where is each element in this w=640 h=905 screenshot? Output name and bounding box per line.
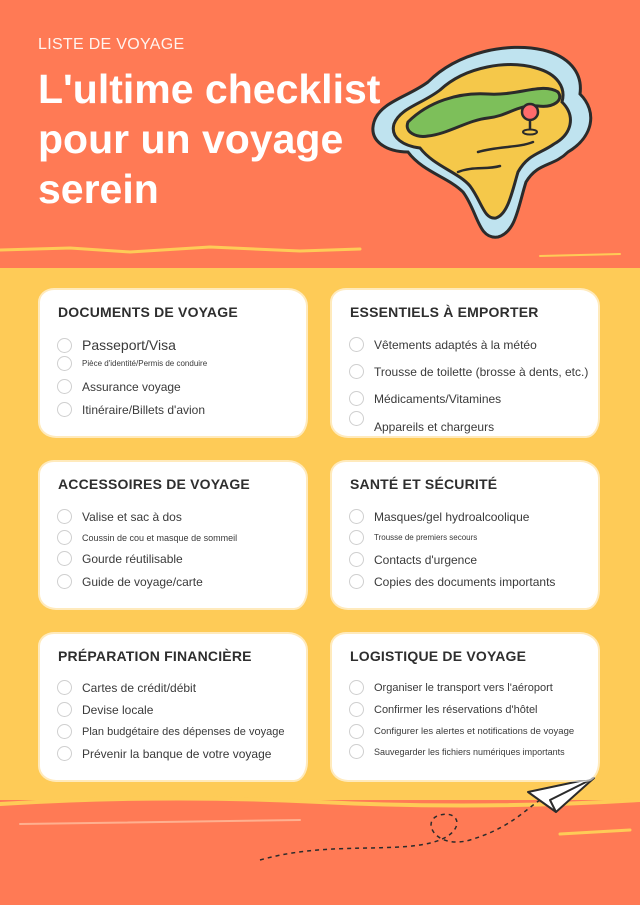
item-label: Assurance voyage [82,379,181,394]
item-label: Configurer les alertes et notifications de voyage [374,726,575,737]
item-label: Itinéraire/Billets d'avion [82,402,206,417]
checkbox-circle-icon[interactable] [349,552,364,567]
checklist-item[interactable] [57,402,205,417]
checkbox-circle-icon[interactable] [57,509,72,524]
eyebrow-label: LISTE DE VOYAGE [38,36,185,53]
page-title: L'ultime checklist pour un voyage serein [38,66,381,212]
checkbox-circle-icon[interactable] [57,746,72,761]
card-title: PRÉPARATION FINANCIÈRE [58,648,252,664]
item-label: Appareils et chargeurs [374,419,495,434]
checklist-item[interactable] [349,364,588,379]
item-label: Masques/gel hydroalcoolique [374,509,530,524]
card-documents-de-voyage [40,290,306,436]
checkbox-circle-icon[interactable] [57,356,72,371]
checkbox-circle-icon[interactable] [57,402,72,417]
checklist-item[interactable] [57,337,176,353]
item-label: Valise et sac à dos [82,509,182,524]
checkbox-circle-icon[interactable] [349,364,364,379]
item-label: Prévenir la banque de votre voyage [82,746,272,761]
checkbox-circle-icon[interactable] [349,509,364,524]
checklist-item[interactable] [57,724,284,739]
item-label: Devise locale [82,702,154,717]
checklist-item[interactable] [349,574,555,589]
item-label: Coussin de cou et masque de sommeil [82,532,238,543]
card-title: DOCUMENTS DE VOYAGE [58,304,238,320]
item-label: Passeport/Visa [82,337,176,353]
checkbox-circle-icon[interactable] [349,744,364,759]
paper-plane-icon [250,770,610,870]
checklist-item[interactable] [57,379,181,394]
item-label: Copies des documents importants [374,574,556,589]
checkbox-circle-icon[interactable] [57,379,72,394]
card-title: ESSENTIELS À EMPORTER [350,304,539,320]
checkbox-circle-icon[interactable] [57,680,72,695]
item-label: Cartes de crédit/débit [82,680,197,695]
card-preparation-financiere [40,634,306,780]
card-title: LOGISTIQUE DE VOYAGE [350,648,527,664]
item-label: Vêtements adaptés à la météo [374,337,537,352]
checklist-item[interactable] [57,746,271,761]
card-title: SANTÉ ET SÉCURITÉ [350,476,498,492]
checklist-item[interactable] [57,680,196,695]
checklist-item[interactable] [349,411,495,434]
checklist-item[interactable] [349,391,501,406]
item-label: Contacts d'urgence [374,552,478,567]
checkbox-circle-icon[interactable] [349,391,364,406]
checklist-item[interactable] [57,509,182,524]
item-label: Gourde réutilisable [82,551,183,566]
card-accessoires-de-voyage [40,462,306,608]
card-logistique-de-voyage [332,634,598,780]
checkbox-circle-icon[interactable] [57,702,72,717]
checklist-item[interactable] [57,574,203,589]
island-map-icon [368,42,598,242]
checklist-item[interactable] [57,551,183,566]
checkbox-circle-icon[interactable] [349,574,364,589]
checkbox-circle-icon[interactable] [57,551,72,566]
checkbox-circle-icon[interactable] [349,724,364,739]
item-label: Plan budgétaire des dépenses de voyage [82,725,285,738]
card-essentiels-a-emporter [332,290,598,436]
checklist-item[interactable] [57,530,237,545]
checklist-item[interactable] [349,337,537,352]
checklist-item[interactable] [349,724,574,739]
checklist-item[interactable] [349,552,477,567]
checkbox-circle-icon[interactable] [57,530,72,545]
checkbox-circle-icon[interactable] [349,411,364,426]
checklist-item[interactable] [349,680,553,695]
item-label: Guide de voyage/carte [82,574,203,589]
checklist-item[interactable] [349,509,529,524]
card-sante-et-securite [332,462,598,608]
checklist-item[interactable] [349,744,565,759]
checkbox-circle-icon[interactable] [349,702,364,717]
item-label: Trousse de toilette (brosse à dents, etc.) [374,364,589,379]
card-title: ACCESSOIRES DE VOYAGE [58,476,250,492]
checkbox-circle-icon[interactable] [57,338,72,353]
checkbox-circle-icon[interactable] [57,724,72,739]
checklist-item[interactable] [57,702,153,717]
checklist-item[interactable] [57,356,207,371]
checkbox-circle-icon[interactable] [349,530,364,545]
checklist-item[interactable] [349,702,538,717]
checkbox-circle-icon[interactable] [349,680,364,695]
item-label: Confirmer les réservations d'hôtel [374,703,538,716]
item-label: Organiser le transport vers l'aéroport [374,681,553,694]
item-label: Pièce d'identité/Permis de conduire [82,359,208,368]
item-label: Trousse de premiers secours [374,533,478,542]
checkbox-circle-icon[interactable] [57,574,72,589]
item-label: Sauvegarder les fichiers numériques importants [374,746,565,757]
checklist-item[interactable] [349,530,477,545]
item-label: Médicaments/Vitamines [374,391,502,406]
checkbox-circle-icon[interactable] [349,337,364,352]
map-pin-icon [522,104,538,135]
